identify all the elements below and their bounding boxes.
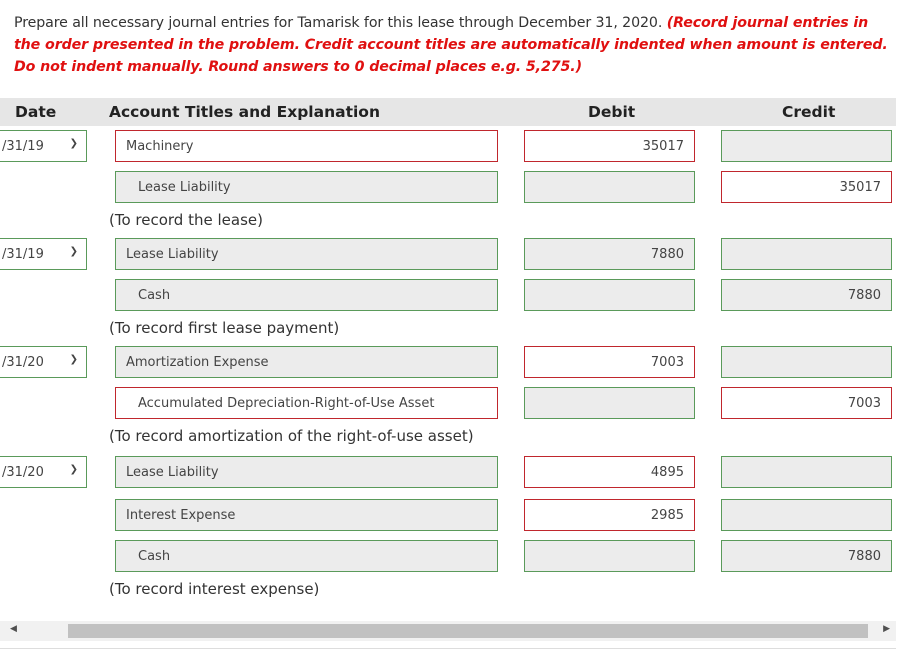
debit-field[interactable] [524,130,695,162]
instructions-note: (Record journal entries in the order presented in the problem. Credit account titles are automatically indented when amount is entered. Do not indent manually. Round answers to 0 decimal places e.g. 5,275.) [14,15,888,75]
chevron-down-icon: ❯ [69,138,78,149]
account-field[interactable] [115,346,498,378]
account-field[interactable] [115,238,498,270]
header-account: Account Titles and Explanation [109,103,380,121]
chevron-down-icon: ❯ [69,246,78,257]
debit-value: 7880 [650,247,684,262]
account-value: Machinery [126,139,194,154]
account-value: Accumulated Depreciation-Right-of-Use Asset [138,396,435,411]
date-value: /31/20 [2,355,44,370]
date-value: /31/19 [2,139,44,154]
credit-value: 7003 [847,396,881,411]
credit-field[interactable] [721,499,892,531]
debit-value: 7003 [650,355,684,370]
debit-field[interactable] [524,456,695,488]
debit-value: 4895 [650,465,684,480]
account-field[interactable] [115,171,498,203]
entry-explanation: (To record the lease) [109,211,263,229]
entry-2-date-select[interactable] [0,238,87,270]
entry-4-date-select[interactable] [0,456,87,488]
account-value: Lease Liability [126,247,219,262]
account-field[interactable] [115,279,498,311]
credit-value: 35017 [839,180,881,195]
account-value: Interest Expense [126,508,236,523]
credit-field[interactable] [721,456,892,488]
entry-explanation: (To record amortization of the right-of-use asset) [109,427,474,445]
debit-field[interactable] [524,171,695,203]
account-field[interactable] [115,387,498,419]
instructions-main: Prepare all necessary journal entries for Tamarisk for this lease through December 31, 2020. [14,15,663,31]
header-credit: Credit [782,103,836,121]
debit-value: 2985 [650,508,684,523]
credit-value: 7880 [847,288,881,303]
credit-field[interactable] [721,387,892,419]
credit-field[interactable] [721,346,892,378]
account-field[interactable] [115,456,498,488]
credit-field[interactable] [721,540,892,572]
account-value: Cash [138,288,171,303]
table-header [0,98,896,126]
header-debit: Debit [588,103,636,121]
credit-field[interactable] [721,238,892,270]
date-value: /31/20 [2,465,44,480]
debit-field[interactable] [524,540,695,572]
credit-field[interactable] [721,171,892,203]
chevron-down-icon: ❯ [69,354,78,365]
entry-explanation: (To record interest expense) [109,580,320,598]
entry-1-date-select[interactable] [0,130,87,162]
date-value: /31/19 [2,247,44,262]
chevron-down-icon: ❯ [69,464,78,475]
debit-field[interactable] [524,238,695,270]
account-value: Lease Liability [138,180,231,195]
credit-value: 7880 [847,549,881,564]
debit-value: 35017 [642,139,684,154]
debit-field[interactable] [524,387,695,419]
entry-explanation: (To record first lease payment) [109,319,340,337]
account-field[interactable] [115,540,498,572]
account-value: Lease Liability [126,465,219,480]
debit-field[interactable] [524,346,695,378]
instructions [14,12,899,78]
debit-field[interactable] [524,279,695,311]
entry-3-date-select[interactable] [0,346,87,378]
account-field[interactable] [115,499,498,531]
debit-field[interactable] [524,499,695,531]
account-value: Amortization Expense [126,355,269,370]
arrow-left-icon[interactable]: ◀ [10,624,17,634]
account-field[interactable] [115,130,498,162]
divider [0,648,896,649]
account-value: Cash [138,549,171,564]
horizontal-scrollbar[interactable] [0,621,896,641]
credit-field[interactable] [721,130,892,162]
arrow-right-icon[interactable]: ▶ [883,624,890,634]
scrollbar-thumb[interactable] [68,624,868,638]
credit-field[interactable] [721,279,892,311]
header-date: Date [15,103,57,121]
